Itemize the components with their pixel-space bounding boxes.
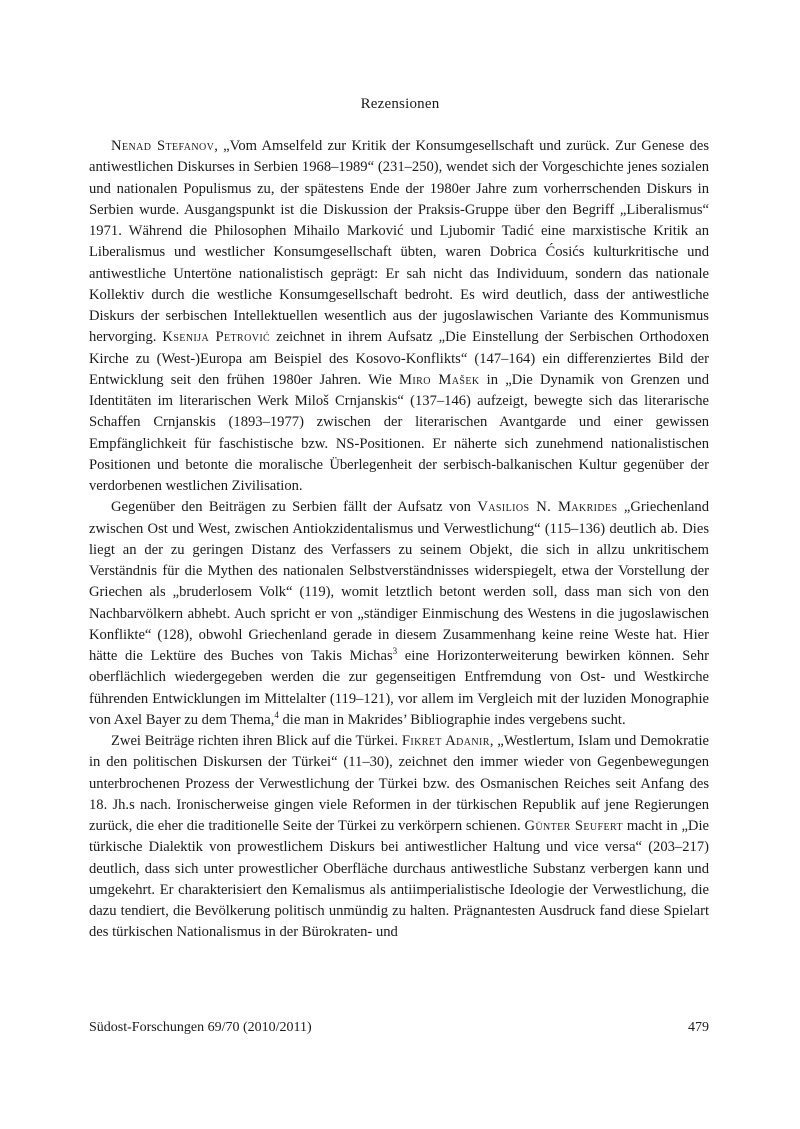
footnote-marker: 3: [392, 646, 398, 657]
paragraph: [89, 136, 709, 497]
paragraph-text: „Griechenland zwischen Ost und West, zwischen Antiokzidentalismus und Verwestlichung“ (115–136) deutlich ab. Dies liegt an der zu geringen Distanz des Verfassers zu seinem Objekt, die sich in allzu unkritischem Verständnis für die Mythen des nationalen Selbstverständnisses widerspiegelt, etwa der Vorstellung der Griechen als „bruderlosem Volk“ (119), womit letztlich betont werden soll, dass man sich von den Nachbarvölkern abhebt. Auch spricht er von „ständiger Einmischung des Westens in die jugoslawischen Konflikte“ (128), obwohl Griechenland gerade in diesem Zusammenhang keine reine Weste hat. Hier hätte die Lektüre des Buches von Takis Michas: [89, 499, 709, 664]
paragraph-text: , „Vom Amselfeld zur Kritik der Konsumgesellschaft und zurück. Zur Genese des antiwestlichen Diskurses in Serbien 1968–1989“ (231–250), wendet sich der Vorgeschichte jenes sozialen und nationalen Populismus zu, der spätestens Ende der 1980er Jahre zum vorherrschenden Diskurs in Serbien wurde. Ausgangspunkt ist die Diskussion der Praksis-Gruppe über den Begriff „Liberalismus“ 1971. Während die Philosophen Mihailo Marković und Ljubomir Tadić eine marxistische Kritik an Liberalismus und westlicher Konsumgesellschaft übten, waren Dobrica Ćosićs kulturkritische und antiwestliche Untertöne nationalistisch geprägt: Er sah nicht das Individuum, sondern das nationale Kollektiv durch die westliche Konsumgesellschaft bedroht. Es wird deutlich, dass der antiwestliche Diskurs der serbischen Intellektuellen wesentlich aus der jugoslawischen Variante des Kommunismus hervorging.: [89, 138, 709, 346]
paragraph-text: die man in Makrides’ Bibliographie indes vergebens sucht.: [278, 711, 626, 728]
paragraph-text: zeichnet in ihrem Aufsatz „Die Einstellung der Serbischen Orthodoxen Kirche zu (West-)Europa am Beispiel des Kosovo-Konflikts“ (147–164) ein differenziertes Bild der Entwicklung seit den frühen 1980er Jahren. Wie: [89, 329, 709, 388]
author-name: Ksenija Petrović: [162, 329, 271, 346]
page-number: 479: [688, 1020, 709, 1035]
author-name: Günter Seufert: [524, 818, 624, 834]
page-footer: [89, 1020, 709, 1036]
paragraph-text: Zwei Beiträge richten ihren Blick auf die Türkei.: [111, 733, 402, 749]
author-name: Miro Mašek: [399, 371, 480, 388]
paragraph-text: in „Die Dynamik von Grenzen und Identitäten im literarischen Werk Miloš Crnjanskis“ (137–146) aufzeigt, bewegte sich das literarische Schaffen Crnjanskis (1893–1977) zwischen der literarischen Avantgarde und einer gewissen Empfänglichkeit für faschistische bzw. NS-Positionen. Er näherte sich zunehmend nationalistischen Positionen und betonte die moralische Überlegenheit der serbisch-balkanischen Kultur gegenüber der verdorbenen westlichen Zivilisation.: [89, 371, 710, 494]
footnote-marker: 4: [274, 709, 279, 720]
paragraph-text: macht in „Die türkische Dialektik von prowestlichem Diskurs bei antiwestlicher Haltung und vice versa“ (203–217) deutlich, dass sich unter prowestlicher Oberfläche durchaus antiwestliche Substanz verbergen kann und umgekehrt. Er charakterisiert den Kemalismus als antiimperialistische Ideologie der Verwestlichung, die dazu tendiert, die Bevölkerung politisch unmündig zu halten. Prägnantesten Ausdruck fand diese Spielart des türkischen Nationalismus in der Bürokraten- und: [89, 818, 709, 941]
author-name: Fikret Adanir: [401, 733, 490, 749]
running-head: Rezensionen: [360, 96, 440, 112]
paragraph-text: Gegenüber den Beiträgen zu Serbien fällt der Aufsatz von: [111, 499, 478, 516]
paragraph: [89, 731, 709, 944]
review-body-text: [89, 136, 709, 944]
paragraph-text: eine Horizonterweiterung bewirken können. Sehr oberflächlich wiedergegeben werden die zur gegenseitigen Entfremdung von Ost- und Westkirche führenden Entwicklungen im Mittelalter (119–121), vor allem im Vergleich mit der luziden Monographie von Axel Bayer zu dem Thema,: [89, 648, 710, 728]
paragraph: [89, 497, 709, 731]
author-name: Nenad Stefanov: [111, 138, 215, 154]
author-name: Vasilios N. Makrides: [477, 499, 618, 516]
paragraph-text: , „Westlertum, Islam und Demokratie in den politischen Diskursen der Türkei“ (11–30), zeichnet den immer wieder von Gegenbewegungen unterbrochenen Prozess der Verwestlichung der Türkei bzw. des Osmanischen Reiches seit Anfang des 18. Jh.s nach. Ironischerweise gingen viele Reformen in der türkischen Republik auf jene Regierungen zurück, die eher die traditionelle Seite der Türkei zu verkörpern schienen.: [89, 733, 709, 834]
journal-citation: Südost-Forschungen 69/70 (2010/2011): [89, 1020, 312, 1035]
